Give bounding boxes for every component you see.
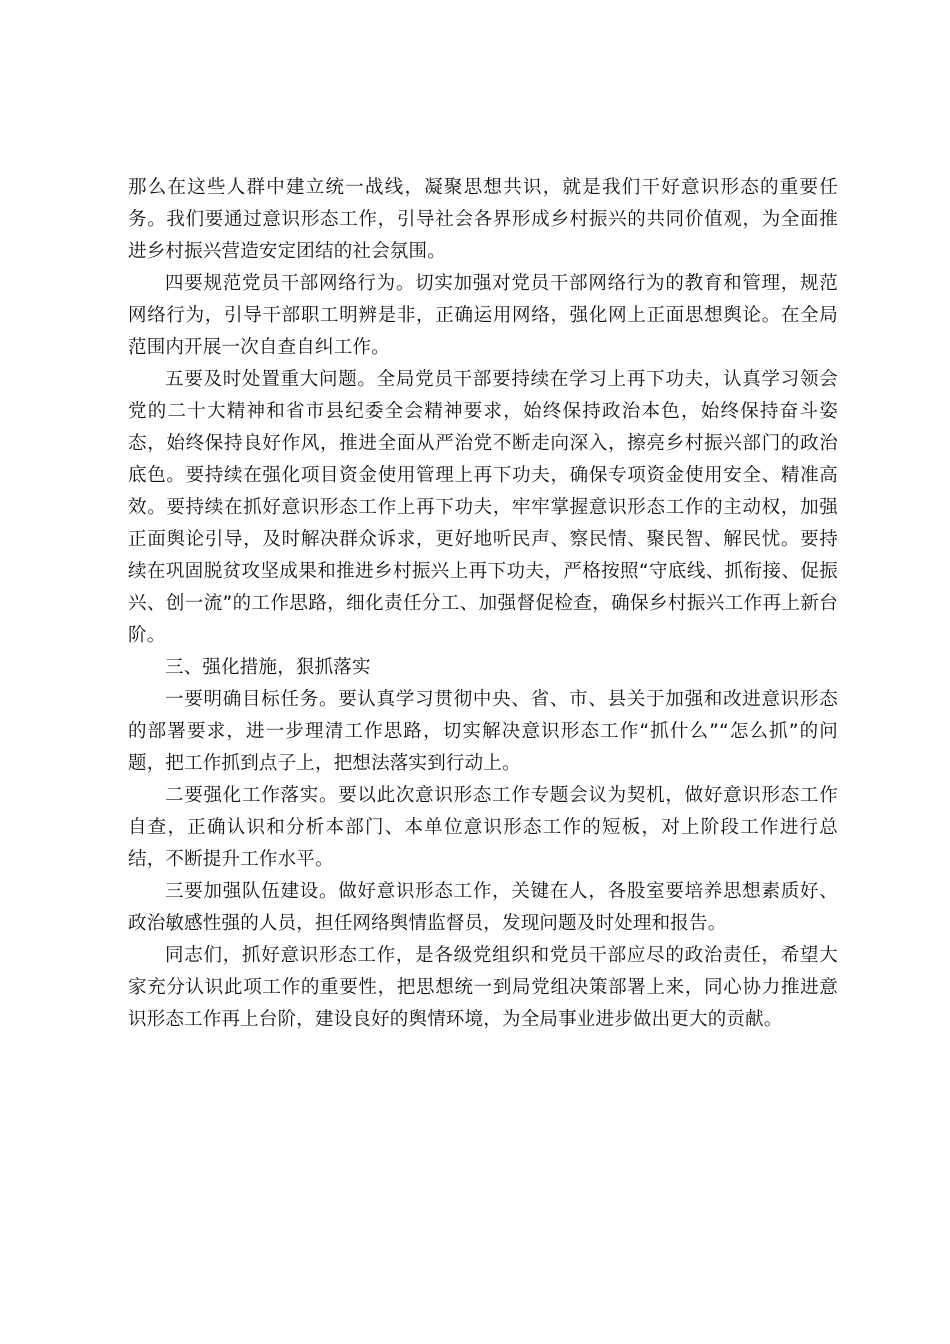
paragraph-major-issues: 五要及时处置重大问题。全局党员干部要持续在学习上再下功夫，认真学习领会党的二十大精神和省市县纪委全会精神要求，始终保持政治本色，始终保持奋斗姿态，始终保持良好作风，推进全面从严治党不断走向深入，擦亮乡村振兴部门的政治底色。要持续在强化项目资金使用管理上再下功夫，确保专项资金使用安全、精准高效。要持续在抓好意识形态工作上再下功夫，牢牢掌握意识形态工作的主动权，加强正面舆论引导，及时解决群众诉求，更好地听民声、察民情、聚民智、解民忧。要持续在巩固脱贫攻坚成果和推进乡村振兴上再下功夫，严格按照“守底线、抓衔接、促振兴、创一流”的工作思路，细化责任分工、加强督促检查，确保乡村振兴工作再上新台阶。	[128, 369, 838, 646]
paragraph-implementation: 二要强化工作落实。要以此次意识形态工作专题会议为契机，做好意识形态工作自查，正确认识和分析本部门、本单位意识形态工作的短板，对上阶段工作进行总结，不断提升工作水平。	[128, 785, 838, 870]
paragraph-closing: 同志们，抓好意识形态工作，是各级党组织和党员干部应尽的政治责任，希望大家充分认识此项工作的重要性，把思想统一到局党组决策部署上来，同心协力推进意识形态工作再上台阶，建设良好的舆情环境，为全局事业进步做出更大的贡献。	[128, 945, 838, 1030]
paragraph-network-behavior: 四要规范党员干部网络行为。切实加强对党员干部网络行为的教育和管理，规范网络行为，引导干部职工明辨是非，正确运用网络，强化网上正面思想舆论。在全局范围内开展一次自查自纠工作。	[128, 273, 838, 358]
section-heading-measures: 三、强化措施，狠抓落实	[165, 657, 371, 678]
paragraph-continuation: 那么在这些人群中建立统一战线，凝聚思想共识，就是我们干好意识形态的重要任务。我们要通过意识形态工作，引导社会各界形成乡村振兴的共同价值观，为全面推进乡村振兴营造安定团结的社会氛围。	[128, 177, 838, 262]
paragraph-team-building: 三要加强队伍建设。做好意识形态工作，关键在人，各股室要培养思想素质好、政治敏感性强的人员，担任网络舆情监督员，发现问题及时处理和报告。	[128, 881, 838, 934]
document-body	[128, 172, 838, 1036]
paragraph-goals: 一要明确目标任务。要认真学习贯彻中央、省、市、县关于加强和改进意识形态的部署要求，进一步理清工作思路，切实解决意识形态工作“抓什么”“怎么抓”的问题，把工作抓到点子上，把想法落实到行动上。	[128, 689, 838, 774]
